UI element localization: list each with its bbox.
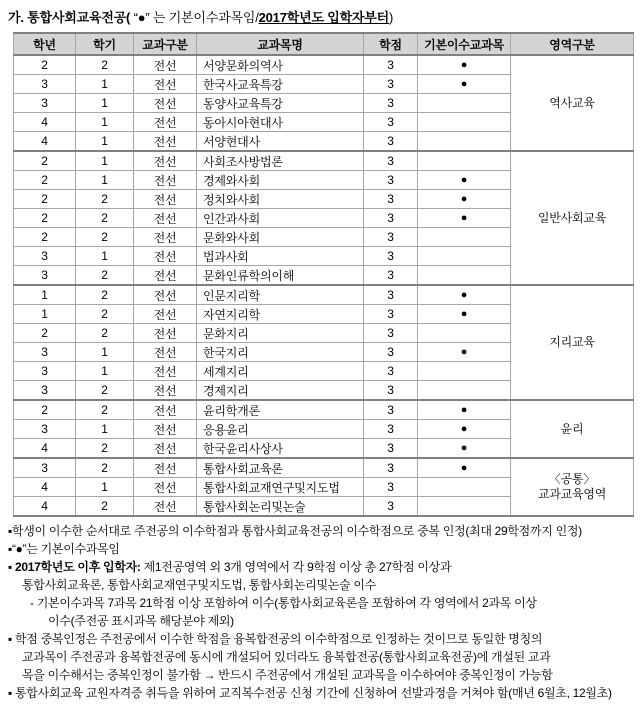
category-cell: 전선	[134, 400, 197, 420]
course-name-cell: 인문지리학	[197, 285, 364, 305]
credits-cell: 3	[364, 400, 418, 420]
course-name-cell: 서양현대사	[197, 132, 364, 152]
year-cell: 4	[14, 132, 76, 152]
basic-marker-cell	[418, 381, 511, 401]
basic-marker-cell: ●	[418, 439, 511, 459]
category-cell: 전선	[134, 190, 197, 209]
year-cell: 2	[14, 228, 76, 247]
basic-marker-cell: ●	[418, 343, 511, 362]
category-cell: 전선	[134, 171, 197, 190]
year-cell: 3	[14, 420, 76, 439]
basic-marker-cell	[418, 151, 511, 171]
credits-cell: 3	[364, 478, 418, 497]
semester-cell: 1	[76, 113, 134, 132]
semester-cell: 1	[76, 132, 134, 152]
year-cell: 1	[14, 305, 76, 324]
header-course: 교과목명	[197, 33, 364, 55]
course-name-cell: 문화지리	[197, 324, 364, 343]
basic-marker-cell: ●	[418, 400, 511, 420]
year-cell: 2	[14, 400, 76, 420]
semester-cell: 1	[76, 94, 134, 113]
note-segment: ▪학생이 이수한 순서대로 주전공의 이수학점과 통합사회교육전공의 이수학점으로 중복 인정(최대 29학점까지 인정)	[8, 524, 582, 538]
year-cell: 3	[14, 94, 76, 113]
category-cell: 전선	[134, 381, 197, 401]
course-name-cell: 한국윤리사상사	[197, 439, 364, 459]
credits-cell: 3	[364, 247, 418, 266]
page-title	[0, 0, 642, 26]
area-cell: 역사교육	[511, 55, 634, 151]
basic-marker-cell	[418, 228, 511, 247]
notes	[0, 522, 642, 702]
note-line	[0, 594, 642, 612]
credits-cell: 3	[364, 420, 418, 439]
credits-cell: 3	[364, 151, 418, 171]
note-line	[0, 630, 642, 648]
basic-marker-cell	[418, 247, 511, 266]
header-category: 교과구분	[134, 33, 197, 55]
note-segment: 제1전공영역 외 3개 영역에서 각 9학점 이상 총 27학점 이상과	[140, 560, 452, 574]
year-cell: 2	[14, 190, 76, 209]
table-row	[14, 151, 634, 171]
credits-cell: 3	[364, 113, 418, 132]
course-name-cell: 윤리학개론	[197, 400, 364, 420]
category-cell: 전선	[134, 497, 197, 517]
semester-cell: 2	[76, 209, 134, 228]
category-cell: 전선	[134, 132, 197, 152]
semester-cell: 1	[76, 362, 134, 381]
note-segment: 이수(주전공 표시과목 해당분야 제외)	[48, 614, 234, 628]
semester-cell: 1	[76, 171, 134, 190]
year-cell: 4	[14, 478, 76, 497]
credits-cell: 3	[364, 171, 418, 190]
basic-marker-cell	[418, 324, 511, 343]
credits-cell: 3	[364, 266, 418, 286]
credits-cell: 3	[364, 132, 418, 152]
course-name-cell: 경제와사회	[197, 171, 364, 190]
category-cell: 전선	[134, 439, 197, 459]
note-segment: 통합사회교육론, 통합사회교재연구및지도법, 통합사회논리및논술 이수	[22, 578, 376, 592]
semester-cell: 1	[76, 247, 134, 266]
table-row	[14, 458, 634, 478]
semester-cell: 2	[76, 305, 134, 324]
course-table-header	[14, 33, 634, 55]
credits-cell: 3	[364, 209, 418, 228]
year-cell: 2	[14, 171, 76, 190]
area-cell: 지리교육	[511, 285, 634, 400]
table-row	[14, 285, 634, 305]
category-cell: 전선	[134, 324, 197, 343]
note-segment: - 기본이수과목 7과목 21학점 이상 포함하여 이수(통합사회교육론을 포함하여 각 영역에서 2과목 이상	[30, 596, 537, 610]
course-name-cell: 통합사회교육론	[197, 458, 364, 478]
area-cell: 일반사회교육	[511, 151, 634, 285]
year-cell: 3	[14, 381, 76, 401]
note-segment: 교과목이 주전공과 융복합전공에 동시에 개설되어 있더라도 융복합전공(통합사회교육전공)에 개설된 교과	[22, 650, 551, 664]
note-line	[0, 558, 642, 576]
credits-cell: 3	[364, 75, 418, 94]
title-suffix: )	[389, 10, 394, 25]
category-cell: 전선	[134, 266, 197, 286]
category-cell: 전선	[134, 305, 197, 324]
note-line	[0, 684, 642, 702]
semester-cell: 1	[76, 420, 134, 439]
course-name-cell: 서양문화의역사	[197, 55, 364, 75]
basic-marker-cell: ●	[418, 285, 511, 305]
title-legend: “●” 는 기본이수과목임/	[130, 10, 259, 25]
credits-cell: 3	[364, 190, 418, 209]
note-segment: 목을 이수해서는 중복인정이 불가함 → 반드시 주전공에서 개설된 교과목을 이수하여야 중복인정이 가능함	[22, 668, 553, 682]
header-area: 영역구분	[511, 33, 634, 55]
note-segment: ▪ 학점 중복인정은 주전공에서 이수한 학점을 융복합전공의 이수학점으로 인정하는 것이므로 동일한 명칭의	[8, 632, 543, 646]
year-cell: 3	[14, 362, 76, 381]
semester-cell: 2	[76, 497, 134, 517]
semester-cell: 2	[76, 190, 134, 209]
credits-cell: 3	[364, 324, 418, 343]
table-row	[14, 400, 634, 420]
category-cell: 전선	[134, 362, 197, 381]
basic-marker-cell	[418, 497, 511, 517]
category-cell: 전선	[134, 113, 197, 132]
note-line	[0, 522, 642, 540]
note-line	[0, 576, 642, 594]
basic-marker-cell: ●	[418, 171, 511, 190]
category-cell: 전선	[134, 285, 197, 305]
area-cell: 〈공통〉 교과교육영역	[511, 458, 634, 516]
header-semester: 학기	[76, 33, 134, 55]
course-name-cell: 사회조사방법론	[197, 151, 364, 171]
semester-cell: 1	[76, 75, 134, 94]
credits-cell: 3	[364, 439, 418, 459]
title-cohort: 2017학년도 입학자부터	[258, 10, 390, 25]
credits-cell: 3	[364, 362, 418, 381]
semester-cell: 1	[76, 151, 134, 171]
basic-marker-cell: ●	[418, 55, 511, 75]
basic-marker-cell: ●	[418, 190, 511, 209]
year-cell: 3	[14, 247, 76, 266]
basic-marker-cell: ●	[418, 458, 511, 478]
basic-marker-cell	[418, 266, 511, 286]
category-cell: 전선	[134, 478, 197, 497]
year-cell: 3	[14, 343, 76, 362]
credits-cell: 3	[364, 458, 418, 478]
course-name-cell: 응용윤리	[197, 420, 364, 439]
course-name-cell: 문화인류학의이해	[197, 266, 364, 286]
credits-cell: 3	[364, 305, 418, 324]
year-cell: 2	[14, 151, 76, 171]
credits-cell: 3	[364, 497, 418, 517]
year-cell: 4	[14, 113, 76, 132]
basic-marker-cell: ●	[418, 75, 511, 94]
course-name-cell: 세계지리	[197, 362, 364, 381]
basic-marker-cell	[418, 362, 511, 381]
area-cell: 윤리	[511, 400, 634, 458]
basic-marker-cell: ●	[418, 209, 511, 228]
course-name-cell: 문화와사회	[197, 228, 364, 247]
basic-marker-cell: ●	[418, 420, 511, 439]
credits-cell: 3	[364, 381, 418, 401]
credits-cell: 3	[364, 94, 418, 113]
credits-cell: 3	[364, 343, 418, 362]
basic-marker-cell	[418, 132, 511, 152]
semester-cell: 2	[76, 458, 134, 478]
course-name-cell: 통합사회논리및논술	[197, 497, 364, 517]
category-cell: 전선	[134, 458, 197, 478]
course-name-cell: 인간과사회	[197, 209, 364, 228]
year-cell: 3	[14, 266, 76, 286]
year-cell: 4	[14, 497, 76, 517]
year-cell: 2	[14, 55, 76, 75]
title-prefix: 가. 통합사회교육전공(	[8, 10, 131, 25]
category-cell: 전선	[134, 420, 197, 439]
course-name-cell: 한국지리	[197, 343, 364, 362]
category-cell: 전선	[134, 94, 197, 113]
category-cell: 전선	[134, 209, 197, 228]
note-line	[0, 540, 642, 558]
semester-cell: 2	[76, 55, 134, 75]
year-cell: 2	[14, 209, 76, 228]
semester-cell: 1	[76, 343, 134, 362]
course-name-cell: 한국사교육특강	[197, 75, 364, 94]
semester-cell: 2	[76, 285, 134, 305]
note-line	[0, 612, 642, 630]
semester-cell: 2	[76, 381, 134, 401]
basic-marker-cell	[418, 478, 511, 497]
semester-cell: 2	[76, 228, 134, 247]
basic-marker-cell	[418, 94, 511, 113]
course-name-cell: 동아시아현대사	[197, 113, 364, 132]
note-segment: ▪	[8, 560, 15, 574]
header-year: 학년	[14, 33, 76, 55]
basic-marker-cell: ●	[418, 305, 511, 324]
note-line	[0, 648, 642, 666]
category-cell: 전선	[134, 151, 197, 171]
year-cell: 4	[14, 439, 76, 459]
course-name-cell: 자연지리학	[197, 305, 364, 324]
semester-cell: 2	[76, 439, 134, 459]
semester-cell: 2	[76, 400, 134, 420]
year-cell: 3	[14, 75, 76, 94]
year-cell: 3	[14, 458, 76, 478]
basic-marker-cell	[418, 113, 511, 132]
semester-cell: 2	[76, 324, 134, 343]
course-name-cell: 정치와사회	[197, 190, 364, 209]
course-name-cell: 경제지리	[197, 381, 364, 401]
course-table-body	[14, 55, 634, 516]
note-segment: ▪“●”는 기본이수과목임	[8, 542, 120, 556]
category-cell: 전선	[134, 228, 197, 247]
table-row	[14, 55, 634, 75]
course-name-cell: 동양사교육특강	[197, 94, 364, 113]
semester-cell: 1	[76, 478, 134, 497]
year-cell: 2	[14, 324, 76, 343]
header-credits: 학점	[364, 33, 418, 55]
category-cell: 전선	[134, 343, 197, 362]
credits-cell: 3	[364, 228, 418, 247]
header-row	[14, 33, 634, 55]
category-cell: 전선	[134, 247, 197, 266]
note-line	[0, 666, 642, 684]
category-cell: 전선	[134, 55, 197, 75]
credits-cell: 3	[364, 285, 418, 305]
course-name-cell: 법과사회	[197, 247, 364, 266]
note-segment: ▪ 통합사회교육 교원자격증 취득을 위하여 교직복수전공 신청 기간에 신청하여 선발과정을 거쳐야 함(매년 6월초, 12월초)	[8, 686, 612, 700]
note-bold-segment: 2017학년도 이후 입학자:	[15, 560, 141, 574]
year-cell: 1	[14, 285, 76, 305]
header-basic: 기본이수교과목	[418, 33, 511, 55]
semester-cell: 2	[76, 266, 134, 286]
credits-cell: 3	[364, 55, 418, 75]
course-name-cell: 통합사회교재연구및지도법	[197, 478, 364, 497]
category-cell: 전선	[134, 75, 197, 94]
course-table	[13, 32, 634, 517]
